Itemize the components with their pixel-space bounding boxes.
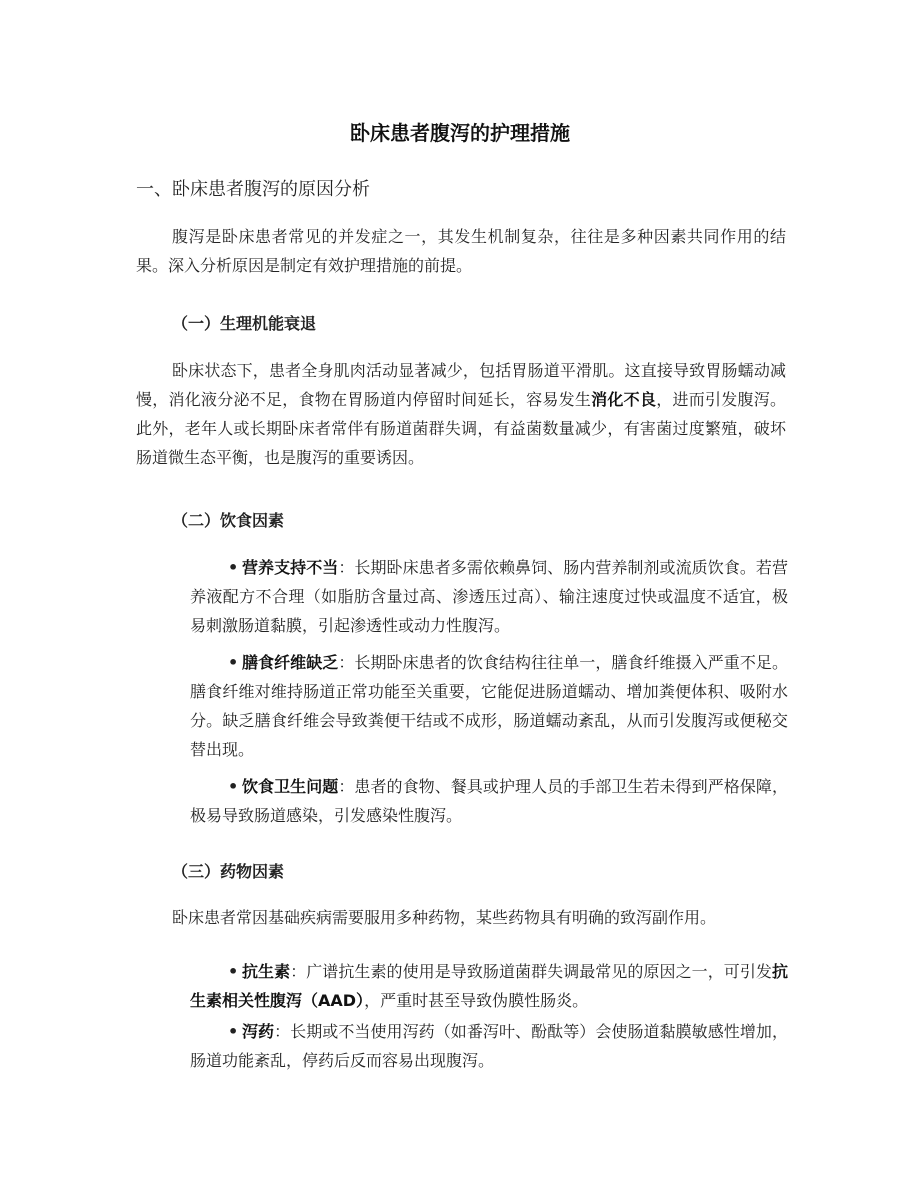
bullet-dot: • — [228, 1022, 239, 1041]
list-item-text-b: ，严重时甚至导致伪膜性肠炎。 — [364, 991, 589, 1010]
list-item-text: ：长期卧床患者多需依赖鼻饲、肠内营养制剂或流质饮食。若营养液配方不合理（如脂肪含量过高、渗透压过高）、输注速度过快或温度不适宜，极易刺激肠道黏膜，引起渗透性或动力性腹泻。 — [190, 558, 788, 635]
physiology-paragraph — [136, 356, 786, 472]
subheading-physiology: （一）生理机能衰退 — [172, 314, 317, 333]
physiology-text-b: ，进而引发腹泻。此外，老年人或长期卧床者常伴有肠道菌群失调，有益菌数量减少，有害菌过度繁殖，破坏肠道微生态平衡，也是腹泻的重要诱因。 — [136, 390, 786, 467]
list-item-label: 营养支持不当 — [242, 558, 339, 577]
physiology-bold: 消化不良 — [591, 390, 657, 409]
bullet-dot: • — [228, 653, 239, 672]
list-item-text: ：长期或不当使用泻药（如番泻叶、酚酞等）会使肠道黏膜敏感性增加，肠道功能紊乱，停药后反而容易出现腹泻。 — [190, 1022, 788, 1070]
subheading-diet: （二）饮食因素 — [172, 511, 285, 530]
bullet-dot: • — [228, 558, 239, 577]
list-item — [190, 553, 788, 640]
bullet-dot: • — [228, 962, 239, 981]
list-item — [190, 957, 788, 1015]
document-title: 卧床患者腹泻的护理措施 — [350, 121, 570, 145]
section-intro-text: 腹泻是卧床患者常见的并发症之一，其发生机制复杂，往往是多种因素共同作用的结果。深入分析原因是制定有效护理措施的前提。 — [136, 227, 786, 275]
bullet-dot: • — [228, 777, 239, 796]
section-intro — [136, 222, 786, 280]
list-item-label: 膳食纤维缺乏 — [242, 653, 339, 672]
drugs-intro: 卧床患者常因基础疾病需要服用多种药物，某些药物具有明确的致泻副作用。 — [172, 908, 717, 927]
list-item — [190, 648, 788, 764]
list-item-label: 泻药 — [242, 1022, 275, 1041]
list-item-text: ：广谱抗生素的使用是导致肠道菌群失调最常见的原因之一，可引发 — [290, 962, 772, 981]
subheading-drugs: （三）药物因素 — [172, 862, 285, 881]
list-item-label: 抗生素 — [242, 962, 291, 981]
list-item — [190, 772, 788, 830]
section-heading-causes: 一、卧床患者腹泻的原因分析 — [136, 179, 370, 200]
list-item-bold: 抗生素相关性腹泻（AAD） — [190, 962, 788, 1010]
list-item-text: ：长期卧床患者的饮食结构往往单一，膳食纤维摄入严重不足。膳食纤维对维持肠道正常功能至关重要，它能促进肠道蠕动、增加粪便体积、吸附水分。缺乏膳食纤维会导致粪便干结或不成形，肠道蠕动紊乱，从而引发腹泻或便秘交替出现。 — [190, 653, 788, 759]
physiology-text-a: 卧床状态下，患者全身肌肉活动显著减少，包括胃肠道平滑肌。这直接导致胃肠蠕动减慢，消化液分泌不足，食物在胃肠道内停留时间延长，容易发生 — [136, 361, 786, 409]
list-item — [190, 1017, 788, 1075]
list-item-label: 饮食卫生问题 — [242, 777, 339, 796]
list-item-text: ：患者的食物、餐具或护理人员的手部卫生若未得到严格保障，极易导致肠道感染，引发感染性腹泻。 — [190, 777, 788, 825]
